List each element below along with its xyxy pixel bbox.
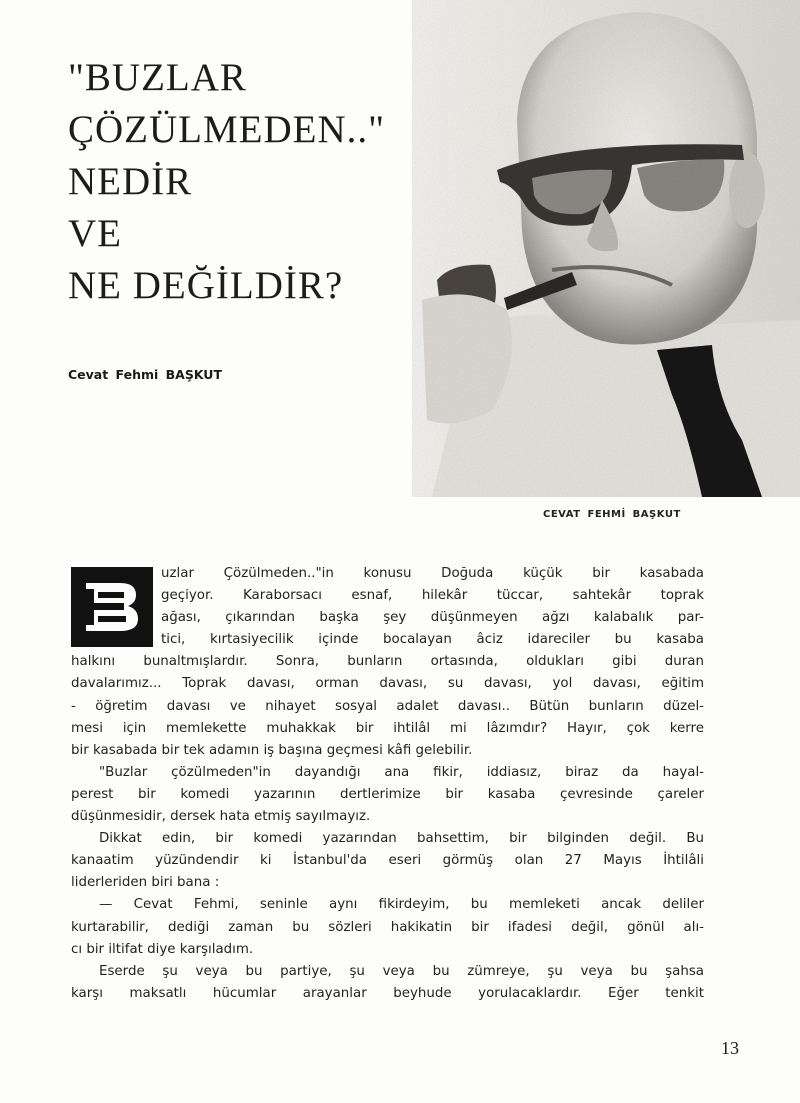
paragraph bbox=[71, 894, 704, 960]
author-byline: Cevat Fehmi BAŞKUT bbox=[68, 367, 222, 382]
title-line: ÇÖZÜLMEDEN.." bbox=[68, 108, 386, 151]
photo-caption: CEVAT FEHMİ BAŞKUT bbox=[543, 509, 681, 520]
text-line: düşünmesidir, dersek hata etmiş sayılmayız. bbox=[71, 809, 371, 825]
portrait-image bbox=[412, 0, 800, 497]
text-line: bir kasabada bir tek adamın iş başına geçmesi kâfi gelebilir. bbox=[71, 742, 473, 758]
page-number: 13 bbox=[721, 1038, 739, 1058]
article-title bbox=[68, 52, 408, 312]
text-line: - öğretim davası ve nihayet sosyal adalet davası.. Bütün bunların düzel- bbox=[71, 698, 704, 714]
article-body bbox=[71, 563, 704, 1005]
paragraph bbox=[71, 563, 704, 762]
paragraph bbox=[71, 828, 704, 894]
text-line: kanaatim yüzündendir ki İstanbul'da eseri görmüş olan 27 Mayıs İhtilâli bbox=[71, 853, 704, 869]
text-line: uzlar Çözülmeden.."in konusu Doğuda küçük bir kasabada bbox=[161, 566, 704, 581]
title-line: NEDİR bbox=[68, 160, 193, 203]
text-line: perest bir komedi yazarının dertlerimize bir kasaba çevresinde çareler bbox=[71, 786, 704, 802]
text-line: "Buzlar çözülmeden"in dayandığı ana fikir, iddiasız, biraz da hayal- bbox=[99, 764, 704, 780]
text-line: karşı maksatlı hücumlar arayanlar beyhude yorulacaklardır. Eğer tenkit bbox=[71, 985, 704, 1001]
text-line: Dikkat edin, bir komedi yazarından bahsettim, bir bilginden değil. Bu bbox=[99, 831, 704, 847]
text-line: ağası, çıkarından başka şey düşünmeyen ağzı kalabalık par- bbox=[161, 610, 704, 626]
text-line: Eserde şu veya bu partiye, şu veya bu zümreye, şu veya bu şahsa bbox=[99, 963, 704, 979]
text-line: geçiyor. Karaborsacı esnaf, hilekâr tüccar, sahtekâr toprak bbox=[161, 588, 704, 604]
author-portrait-photo bbox=[412, 0, 800, 497]
title-line: "BUZLAR bbox=[68, 56, 247, 99]
text-line: mesi için memlekette muhakkak bir ihtilâl mi lâzımdır? Hayır, çok kerre bbox=[71, 720, 704, 736]
text-line: cı bir iltifat diye karşıladım. bbox=[71, 941, 254, 957]
text-line: liderleriden biri bana : bbox=[71, 875, 220, 891]
title-line: NE DEĞİLDİR? bbox=[68, 264, 344, 307]
text-line: halkını bunaltmışlardır. Sonra, bunların ortasında, oldukları gibi duran bbox=[71, 654, 704, 670]
title-line: VE bbox=[68, 212, 122, 255]
text-line: davalarımız... Toprak davası, orman davası, su davası, yol davası, eğitim bbox=[71, 676, 704, 692]
paragraph bbox=[71, 961, 704, 1005]
text-line: kurtarabilir, dediği zaman bu sözleri hakikatin bir ifadesi değil, gönül alı- bbox=[71, 919, 704, 935]
text-line: — Cevat Fehmi, seninle aynı fikirdeyim, bu memleketi ancak deliler bbox=[99, 897, 704, 913]
paragraph bbox=[71, 762, 704, 828]
text-line: tici, kırtasiyecilik içinde bocalayan âciz idareciler bu kasaba bbox=[161, 632, 704, 648]
